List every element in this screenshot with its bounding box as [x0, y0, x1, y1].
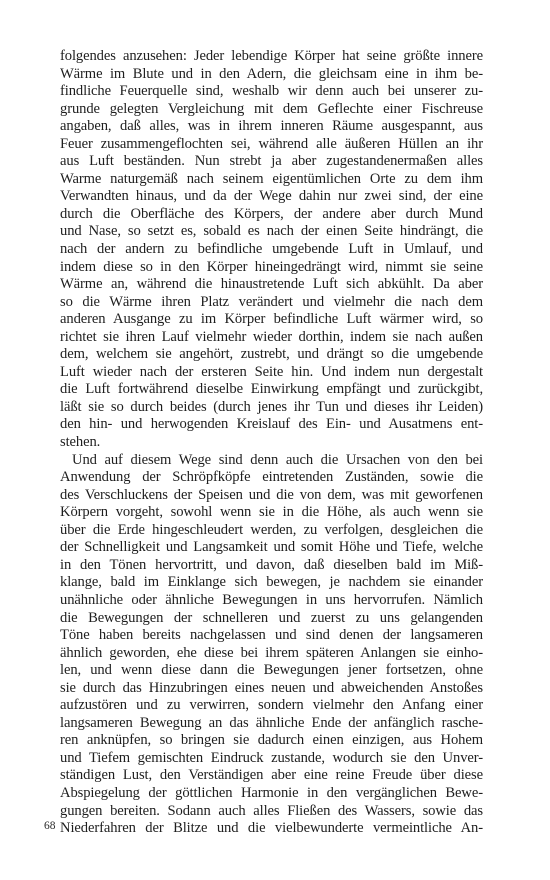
text-line: nach der andern zu befindliche umgebende Luft in Umlauf, und	[60, 241, 483, 258]
text-line: richtet sie ihren Lauf vielmehr wieder dorthin, indem sie nach außen	[60, 328, 483, 345]
text-line: Wärme im Blute und in den Adern, die gleichsam eine in ihm be-	[60, 65, 483, 82]
text-line: klange, bald im Einklange sich bewegen, je nachdem sie einander	[60, 574, 483, 591]
text-line: die Bewegungen der schnelleren und zuerst zu uns gelangenden	[60, 609, 483, 626]
text-line: sie durch das Hinzubringen eines neuen und abweichenden Anstoßes	[60, 679, 483, 696]
text-line: Wärme an, während die hinaustretende Luft sich abkühlt. Da aber	[60, 276, 483, 293]
text-line: folgendes anzusehen: Jeder lebendige Körper hat seine größte innere	[60, 48, 483, 64]
text-line: findliche Feuerquelle sind, weshalb wir denn auch bei unserer zu-	[60, 83, 483, 100]
text-line: gungen bereiten. Sodann auch alles Fließen des Wassers, sowie das	[60, 802, 483, 819]
text-line: durch die Oberfläche des Körpers, der andere aber durch Mund	[60, 205, 483, 222]
text-line: anderen Ausgange zu im Körper befindliche Luft wärmer wird, so	[60, 311, 483, 328]
text-line: und Nase, so setzt es, sobald es nach der einen Seite hindrängt, die	[60, 223, 483, 240]
text-line: der Schnelligkeit und Langsamkeit und somit Höhe und Tiefe, welche	[60, 539, 483, 556]
text-line: indem diese so in den Körper hineingedrängt wird, nimmt sie seine	[60, 258, 483, 275]
text-line: den hin- und herwogenden Kreislauf des Ein- und Ausatmens ent-	[60, 416, 483, 433]
text-line: Feuer zusammengeflochten sei, während alle äußeren Hüllen an ihr	[60, 135, 483, 152]
text-line: grunde gelegten Vergleichung mit dem Geflechte einer Fischreuse	[60, 100, 483, 117]
text-line: und Tiefem gemischten Eindruck zustande, wodurch sie den Unver-	[60, 749, 483, 766]
text-line: langsameren Bewegung an das ähnliche Ende der anfänglich rasche-	[60, 714, 483, 731]
text-line: des Verschluckens der Speisen und die von dem, was mit geworfenen	[60, 486, 483, 503]
text-line: Und auf diesem Wege sind denn auch die Ursachen von den bei	[72, 451, 483, 468]
text-line: len, und wenn diese dann die Bewegungen jener fortsetzen, ohne	[60, 662, 483, 679]
text-line: Anwendung der Schröpfköpfe eintretenden Zuständen, sowie die	[60, 469, 483, 486]
text-line: Niederfahren der Blitze und die vielbewunderte vermeintliche An-	[60, 820, 483, 837]
text-line: ständigen Lust, den Verständigen aber eine reine Freude über diese	[60, 767, 483, 784]
text-line: Warme naturgemäß nach seinem eigentümlichen Orte zu dem ihm	[60, 170, 483, 187]
text-line: läßt sie so durch beides (durch jenes ihr Tun und dieses ihr Leiden)	[60, 398, 483, 415]
body-text	[60, 48, 483, 838]
text-line: so die Wärme ihren Platz verändert und vielmehr die nach dem	[60, 293, 483, 310]
page-number: 68	[44, 820, 56, 832]
text-line: Körpern vorgeht, sowohl wenn sie in die Höhe, als auch wenn sie	[60, 504, 483, 521]
text-line: die Luft fortwährend dieselbe Einwirkung empfängt und zurückgibt,	[60, 381, 483, 398]
text-line: ren anknüpfen, so bringen sie dadurch einen einzigen, aus Hohem	[60, 732, 483, 749]
text-line: ähnlich geworden, ehe diese bei ihrem späteren Anlangen sie einho-	[60, 644, 483, 661]
text-line: unähnliche oder ähnliche Bewegungen in uns hervorrufen. Nämlich	[60, 591, 483, 608]
text-line: stehen.	[60, 434, 101, 451]
text-line: in den Tönen hervortritt, und davon, daß dieselben bald im Miß-	[60, 556, 483, 573]
text-line: Luft wieder nach der ersteren Seite hin. Und indem nun dergestalt	[60, 363, 483, 380]
text-line: angaben, daß alles, was in ihrem inneren Räume ausgespannt, aus	[60, 118, 483, 135]
text-line: Töne haben bereits nachgelassen und sind denen der langsameren	[60, 627, 483, 644]
text-line: über die Erde hingeschleudert werden, zu verfolgen, desgleichen die	[60, 521, 483, 538]
text-line: aus Luft beständen. Nun strebt ja aber zugestandenermaßen alles	[60, 153, 483, 170]
text-line: dem, welchem sie angehört, zustrebt, und drängt so die umgebende	[60, 346, 483, 363]
text-line: Verwandten hinaus, und da der Wege dahin nur zwei sind, der eine	[60, 188, 483, 205]
text-line: Abspiegelung der göttlichen Harmonie in den vergänglichen Bewe-	[60, 784, 483, 801]
text-line: aufzustören und zu verwirren, sondern vielmehr den Anfang einer	[60, 697, 483, 714]
